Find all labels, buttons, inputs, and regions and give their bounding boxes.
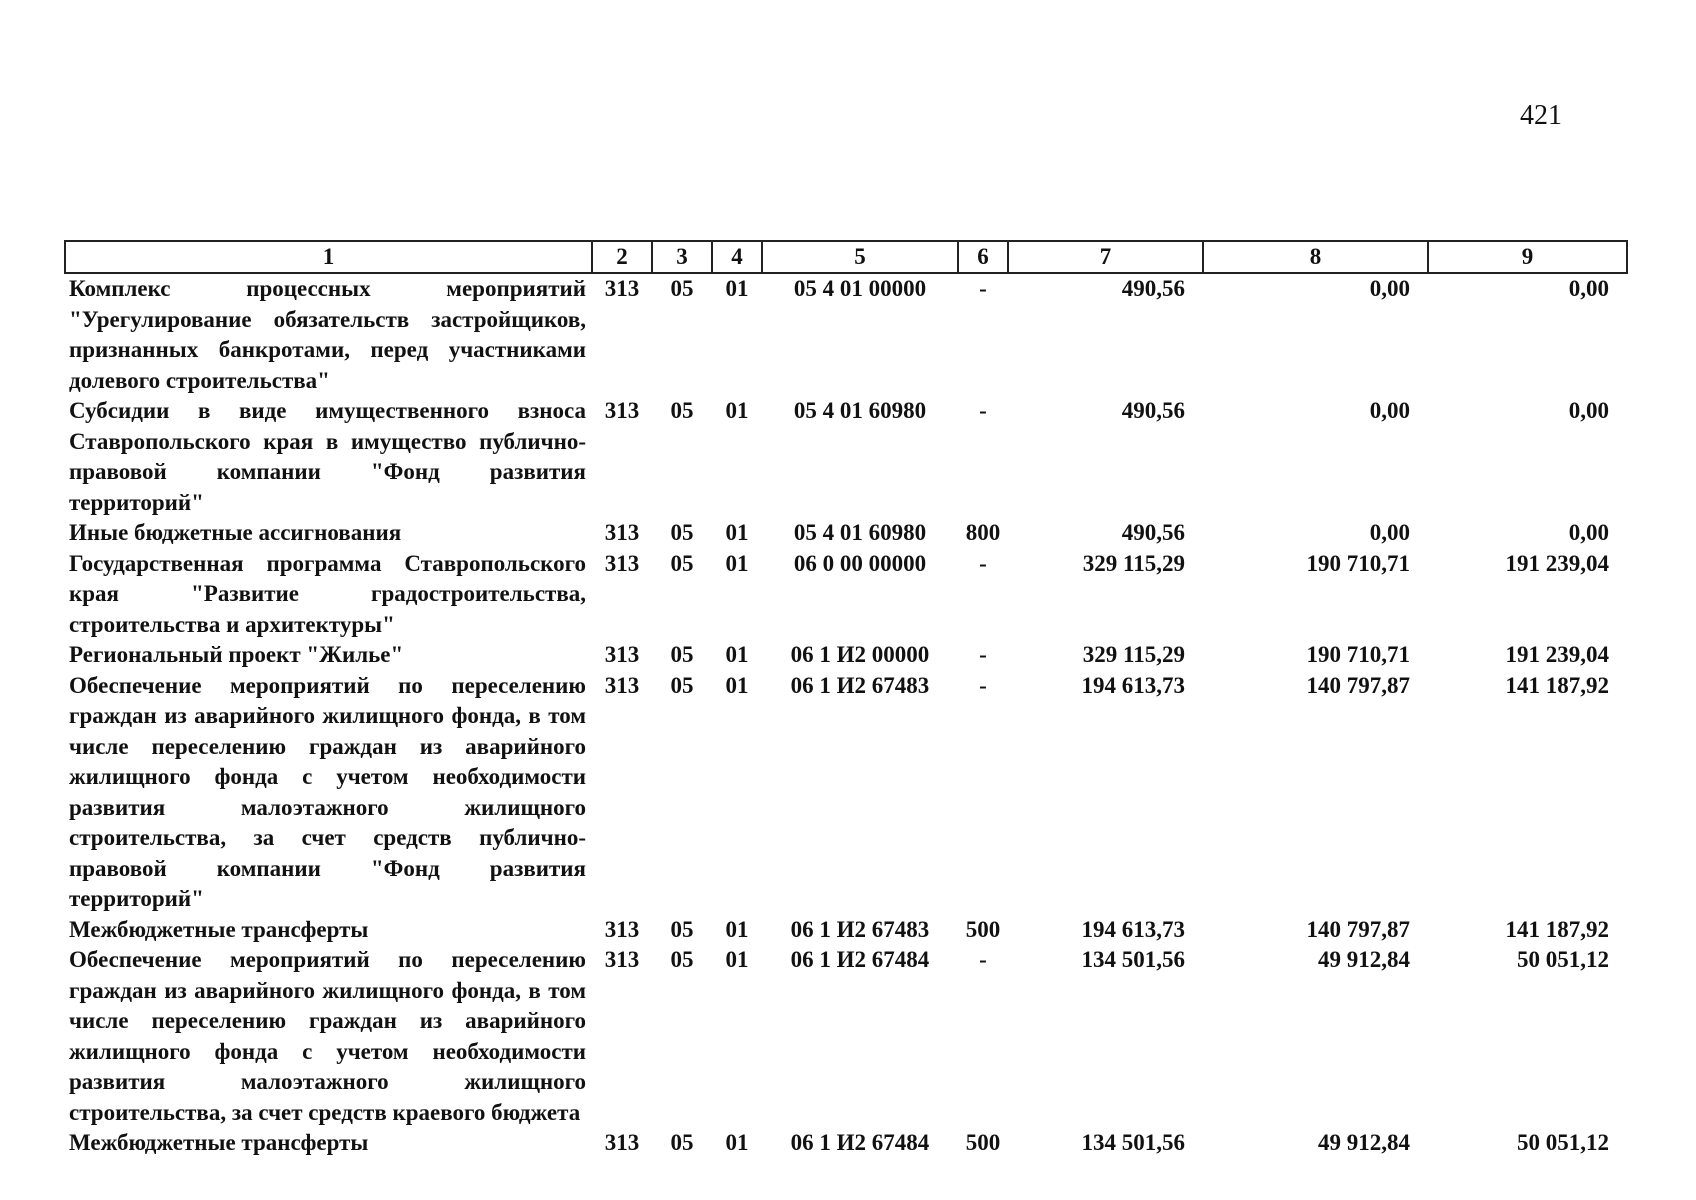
row-name-cell: Иные бюджетные ассигнования <box>69 520 402 545</box>
amount-col9-cell: 191 239,04 <box>1505 550 1609 576</box>
table-row <box>65 1128 1627 1159</box>
section-cell: 05 <box>670 550 694 576</box>
column-header: 1 <box>65 241 592 273</box>
table-row <box>65 671 1627 915</box>
target-article-cell: 06 1 И2 67483 <box>790 672 930 698</box>
amount-col8-cell: 190 710,71 <box>1306 550 1410 576</box>
code-cell: 313 <box>604 1130 640 1155</box>
amount-col8-cell: 49 912,84 <box>1318 947 1410 972</box>
amount-col7-cell: 490,56 <box>1121 276 1185 301</box>
table-row <box>65 549 1627 641</box>
amount-col9-cell: 50 051,12 <box>1517 947 1609 972</box>
table-row <box>65 273 1627 396</box>
table-row <box>65 518 1627 549</box>
target-article-cell: 06 0 00 00000 <box>793 550 927 576</box>
row-name-cell: Межбюджетные трансферты <box>69 1130 369 1155</box>
expense-type-cell: - <box>979 398 987 423</box>
page-number: 421 <box>1520 100 1562 131</box>
amount-col7-cell: 194 613,73 <box>1081 672 1185 698</box>
subsection-cell: 01 <box>725 947 749 972</box>
column-header: 4 <box>712 241 762 273</box>
code-cell: 313 <box>604 672 640 698</box>
table-row <box>65 396 1627 518</box>
target-article-cell: 06 1 И2 00000 <box>790 642 930 667</box>
amount-col7-cell: 194 613,73 <box>1081 916 1185 942</box>
section-cell: 05 <box>670 947 694 972</box>
column-header: 8 <box>1203 241 1428 273</box>
section-cell: 05 <box>670 672 694 698</box>
target-article-cell: 05 4 01 60980 <box>793 520 927 545</box>
column-header: 3 <box>652 241 712 273</box>
target-article-cell: 05 4 01 60980 <box>793 398 927 423</box>
expense-type-cell: - <box>979 947 987 972</box>
row-name-cell: Обеспечение мероприятий по переселению граждан из аварийного жилищного фонда, в том числе переселению граждан из аварийного жилищного фонда с учетом необходимости развития малоэтажного жилищного строительства, за счет средств публично-правовой компании "Фонд развития территорий" <box>69 672 586 911</box>
amount-col8-cell: 190 710,71 <box>1306 642 1410 667</box>
code-cell: 313 <box>604 947 640 972</box>
row-name-cell: Межбюджетные трансферты <box>69 916 369 942</box>
target-article-cell: 06 1 И2 67484 <box>790 947 930 972</box>
column-header: 9 <box>1428 241 1627 273</box>
amount-col7-cell: 490,56 <box>1121 398 1185 423</box>
expense-type-cell: - <box>979 550 987 576</box>
section-cell: 05 <box>670 1130 694 1155</box>
column-header: 5 <box>762 241 958 273</box>
amount-col8-cell: 0,00 <box>1369 520 1410 545</box>
subsection-cell: 01 <box>725 1130 749 1155</box>
subsection-cell: 01 <box>725 672 749 698</box>
amount-col9-cell: 50 051,12 <box>1517 1130 1609 1155</box>
expense-type-cell: - <box>979 672 987 698</box>
amount-col7-cell: 490,56 <box>1121 520 1185 545</box>
expense-type-cell: 500 <box>965 1130 1001 1155</box>
amount-col8-cell: 0,00 <box>1369 276 1410 301</box>
code-cell: 313 <box>604 642 640 667</box>
amount-col9-cell: 141 187,92 <box>1505 916 1609 942</box>
column-header: 6 <box>958 241 1008 273</box>
expense-type-cell: 500 <box>965 916 1001 942</box>
expense-type-cell: - <box>979 276 987 301</box>
amount-col9-cell: 0,00 <box>1568 276 1609 301</box>
section-cell: 05 <box>670 642 694 667</box>
amount-col7-cell: 134 501,56 <box>1081 1130 1185 1155</box>
section-cell: 05 <box>670 916 694 942</box>
amount-col9-cell: 191 239,04 <box>1505 642 1609 667</box>
subsection-cell: 01 <box>725 642 749 667</box>
amount-col8-cell: 49 912,84 <box>1318 1130 1410 1155</box>
expense-type-cell: - <box>979 642 987 667</box>
subsection-cell: 01 <box>725 276 749 301</box>
target-article-cell: 06 1 И2 67484 <box>790 1130 930 1155</box>
subsection-cell: 01 <box>725 520 749 545</box>
amount-col7-cell: 329 115,29 <box>1082 642 1185 667</box>
row-name-cell: Государственная программа Ставропольского края "Развитие градостроительства, строительства и архитектуры" <box>69 550 586 637</box>
amount-col8-cell: 140 797,87 <box>1306 916 1410 942</box>
row-name-cell: Региональный проект "Жилье" <box>69 642 404 667</box>
code-cell: 313 <box>604 276 640 301</box>
code-cell: 313 <box>604 550 640 576</box>
budget-table <box>64 240 1628 1159</box>
row-name-cell: Субсидии в виде имущественного взноса Ставропольского края в имущество публично-правовой компании "Фонд развития территорий" <box>69 398 586 515</box>
header-row <box>65 241 1627 273</box>
subsection-cell: 01 <box>725 550 749 576</box>
amount-col8-cell: 140 797,87 <box>1306 672 1410 698</box>
amount-col7-cell: 134 501,56 <box>1081 947 1185 972</box>
table-row <box>65 915 1627 946</box>
code-cell: 313 <box>604 916 640 942</box>
column-header: 2 <box>592 241 652 273</box>
table-row <box>65 945 1627 1128</box>
section-cell: 05 <box>670 398 694 423</box>
section-cell: 05 <box>670 276 694 301</box>
expense-type-cell: 800 <box>965 520 1001 545</box>
table-row <box>65 640 1627 671</box>
code-cell: 313 <box>604 398 640 423</box>
target-article-cell: 05 4 01 00000 <box>793 276 927 301</box>
amount-col8-cell: 0,00 <box>1369 398 1410 423</box>
subsection-cell: 01 <box>725 398 749 423</box>
column-header: 7 <box>1008 241 1203 273</box>
row-name-cell: Обеспечение мероприятий по переселению граждан из аварийного жилищного фонда, в том числе переселению граждан из аварийного жилищного фонда с учетом необходимости развития малоэтажного жилищного строительства, за счет средств краевого бюджета <box>69 947 586 1125</box>
amount-col7-cell: 329 115,29 <box>1082 550 1185 576</box>
row-name-cell: Комплекс процессных мероприятий "Урегулирование обязательств застройщиков, признанных банкротами, перед участниками долевого строительства" <box>69 276 586 393</box>
code-cell: 313 <box>604 520 640 545</box>
amount-col9-cell: 141 187,92 <box>1505 672 1609 698</box>
amount-col9-cell: 0,00 <box>1568 398 1609 423</box>
amount-col9-cell: 0,00 <box>1568 520 1609 545</box>
subsection-cell: 01 <box>725 916 749 942</box>
section-cell: 05 <box>670 520 694 545</box>
target-article-cell: 06 1 И2 67483 <box>790 916 930 942</box>
